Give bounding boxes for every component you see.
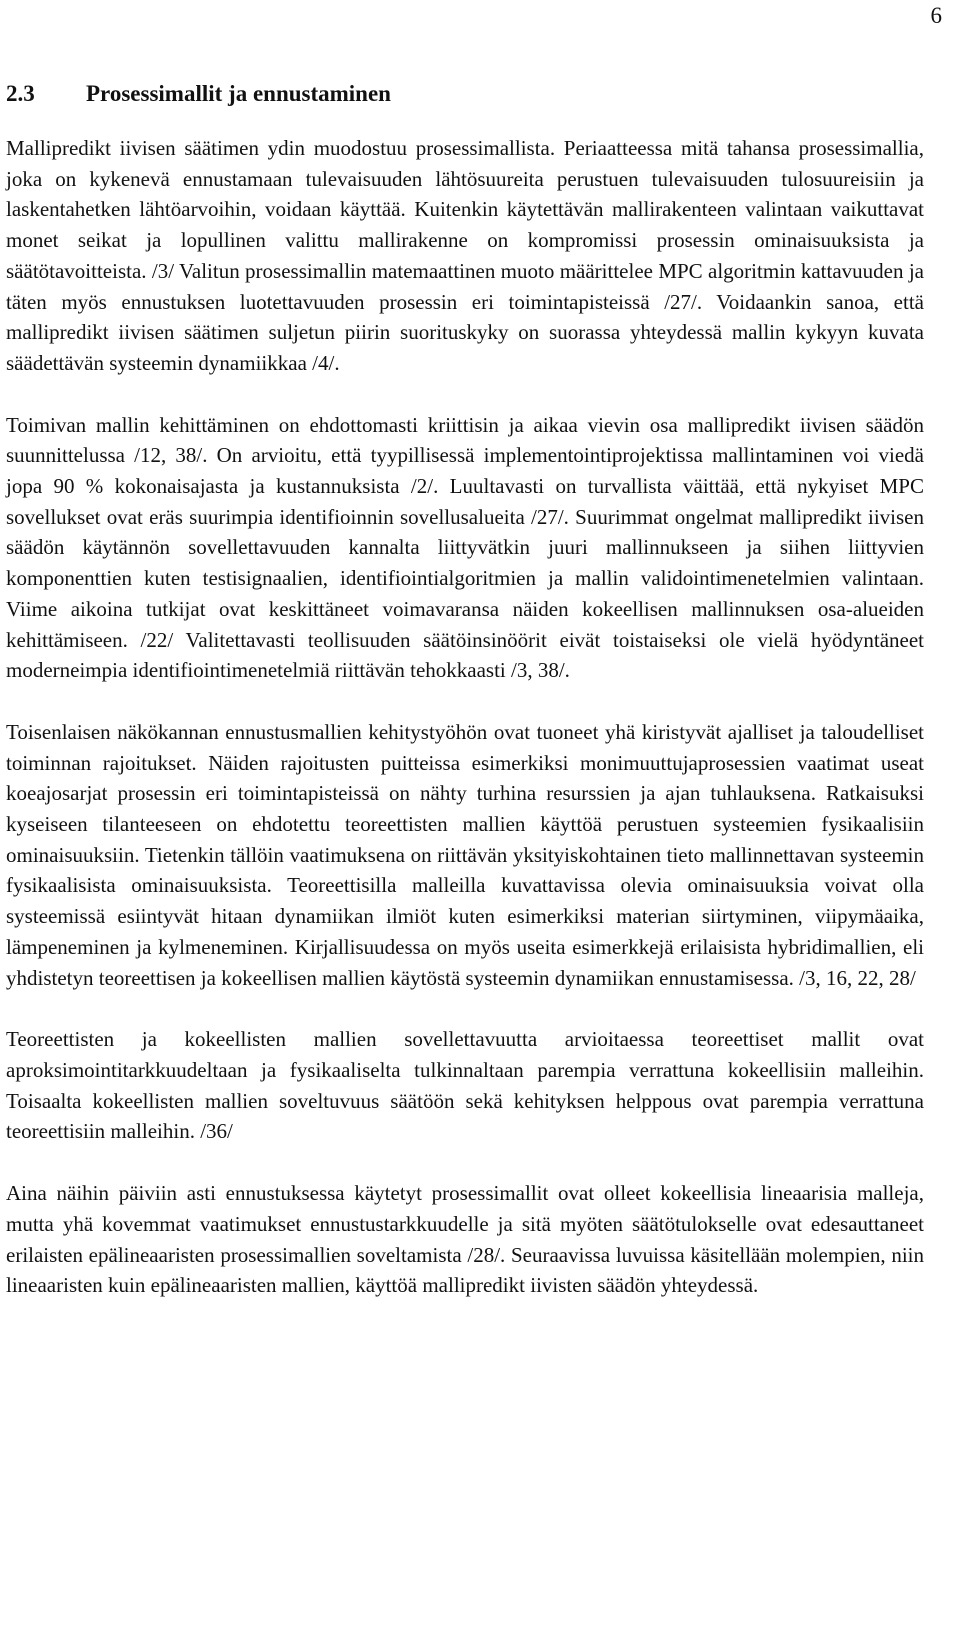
paragraph: Mallipredikt iivisen säätimen ydin muodostuu prosessimallista. Periaatteessa mitä tahansa prosessimallia, joka on kykenevä ennustamaan tulevaisuuden lähtösuureita perustuen tulevaisuuden tulosuureisiin ja laskentahetken lähtöarvoihin, voidaan käyttää. Kuitenkin käytettävän mallirakenteen valintaan vaikuttavat monet seikat ja lopullinen valittu mallirakenne on kompromissi prosessin ominaisuuksista ja säätötavoitteista. /3/ Valitun prosessimallin matemaattinen muoto määrittelee MPC algoritmin kattavuuden ja täten myös ennustuksen luotettavuuden prosessin eri toimintapisteissä /27/. Voidaankin sanoa, että mallipredikt iivisen säätimen suljetun piirin suorituskyky on suorassa yhteydessä mallin kykyyn kuvata säädettävän systeemin dynamiikkaa /4/. xyxy=(6,136,924,375)
paragraph: Aina näihin päiviin asti ennustuksessa käytetyt prosessimallit ovat olleet kokeellisia lineaarisia malleja, mutta yhä kovemmat vaatimukset ennustustarkkuudelle ja sitä myöten säätötulokselle ovat edesauttaneet erilaisten epälineaaristen prosessimallien soveltamista /28/. Seuraavissa luvuissa käsitellään molempien, niin lineaaristen kuin epälineaaristen mallien, käyttöä mallipredikt iivisten säädön yhteydessä. xyxy=(6,1181,924,1298)
paragraph: Toisenlaisen näkökannan ennustusmallien kehitystyöhön ovat tuoneet yhä kiristyvät ajalliset ja taloudelliset toiminnan rajoitukset. Näiden rajoitusten puitteissa esimerkiksi monimuuttujaprosessien vaatimat useat koeajosarjat prosessin eri toimintapisteissä on nähty turhina resurssien ja ajan tuhlauksena. Ratkaisuksi kyseiseen tilanteeseen on ehdotettu teoreettisten mallien käyttöä perustuen systeemien fysikaalisiin ominaisuuksiin. Tietenkin tällöin vaatimuksena on riittävän yksityiskohtainen tieto mallinnettavan systeemin fysikaalisista ominaisuuksista. Teoreettisilla malleilla kuvattavissa olevia ominaisuuksia voivat olla systeemissä esiintyvät hitaan dynamiikan ilmiöt kuten esimerkiksi materian siirtyminen, viipymäaika, lämpeneminen ja kylmeneminen. Kirjallisuudessa on myös useita esimerkkejä erilaisista hybridimallien, eli yhdistetyn teoreettisen ja kokeellisen mallien käytöstä systeemin dynamiikan ennustamisessa. /3, 16, 22, 28/ xyxy=(6,719,924,990)
section-heading xyxy=(6,79,391,109)
paragraph: Teoreettisten ja kokeellisten mallien sovellettavuutta arvioitaessa teoreettiset mallit ovat aproksimointitarkkuudeltaan ja fysikaaliselta tulkinnaltaan parempia verrattuna kokeellisiin malleihin. Toisaalta kokeellisten mallien soveltuvuus säätöön sekä kehityksen helppous ovat parempia verrattuna teoreettisiin malleihin. /36/ xyxy=(6,1027,924,1144)
paragraph: Toimivan mallin kehittäminen on ehdottomasti kriittisin ja aikaa vievin osa mallipredikt iivisen säädön suunnittelussa /12, 38/. On arvioitu, että tyypillisessä implementointiprojektissa mallintaminen voi viedä jopa 90 % kokonaisajasta ja kustannuksista /2/. Luultavasti on turvallista väittää, että nykyiset MPC sovellukset ovat eräs suurimpia identifioinnin sovellusalueita /27/. Suurimmat ongelmat mallipredikt iivisen säädön käytännön sovellettavuuden kannalta liittyvätkin juuri mallinnukseen ja siihen liittyvien komponenttien kuten testisignaalien, identifiointialgoritmien ja mallin validointimenetelmien valintaan. Viime aikoina tutkijat ovat keskittäneet voimavaransa näiden kokeellisen mallinnuksen osa-alueiden kehittämiseen. /22/ Valitettavasti teollisuuden säätöinsinöörit eivät toistaiseksi ole vielä hyödyntäneet moderneimpia identifiointimenetelmiä riittävän tehokkaasti /3, 38/. xyxy=(6,412,924,683)
page-number: 6 xyxy=(930,3,942,28)
body-text xyxy=(6,133,924,1332)
section-title: Prosessimallit ja ennustaminen xyxy=(86,81,391,106)
section-number: 2.3 xyxy=(6,81,35,106)
